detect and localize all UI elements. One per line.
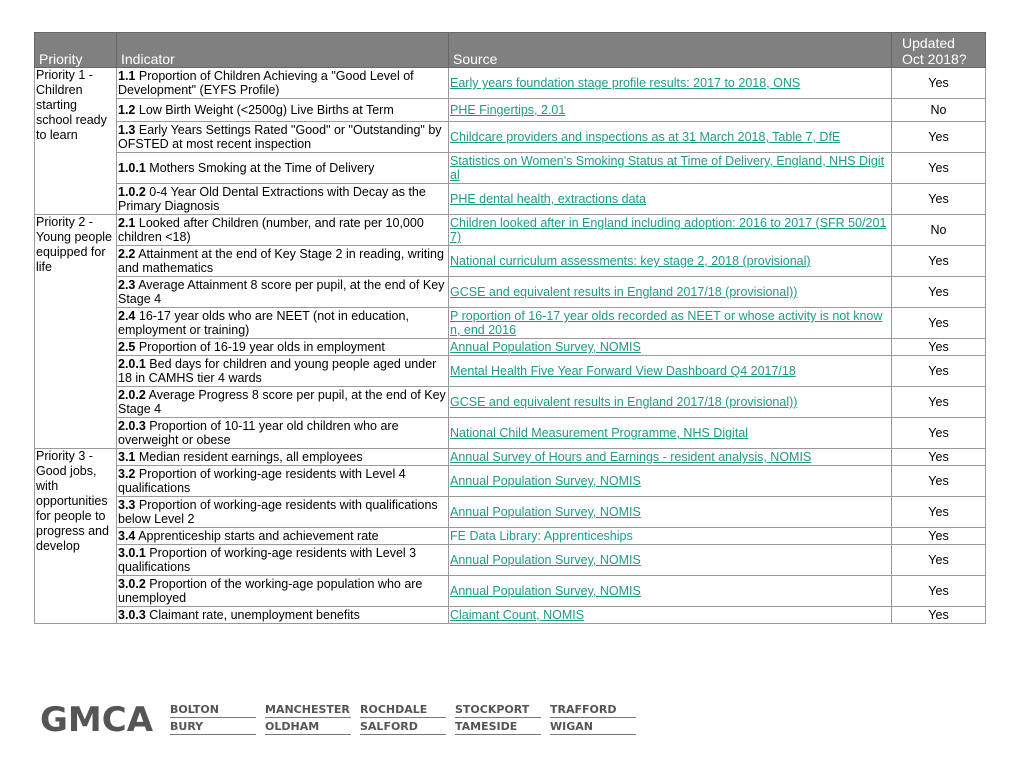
header-updated-line2: Oct 2018?: [902, 51, 967, 67]
indicator-cell: [117, 387, 449, 418]
indicator-text: Low Birth Weight (<2500g) Live Births at Term: [138, 103, 394, 117]
indicator-text: 16-17 year olds who are NEET (not in education, employment or training): [118, 309, 409, 337]
indicator-code: 1.0.1: [118, 161, 146, 175]
indicator-cell: [117, 528, 449, 545]
source-cell: [449, 545, 892, 576]
indicator-cell: [117, 68, 449, 99]
district-bolton: BOLTON: [170, 703, 256, 718]
source-link[interactable]: Annual Population Survey, NOMIS: [450, 505, 641, 519]
priority-cell: Priority 3 - Good jobs, with opportunities for people to progress and develop: [35, 449, 117, 624]
source-link[interactable]: Statistics on Women's Smoking Status at Time of Delivery, England, NHS Digital: [450, 154, 885, 182]
indicators-table: [34, 32, 986, 624]
table-row: [35, 528, 986, 545]
table-row: [35, 339, 986, 356]
table-header-row: [35, 33, 986, 68]
updated-cell: Yes: [892, 153, 986, 184]
source-link[interactable]: Childcare providers and inspections as at 31 March 2018, Table 7, DfE: [450, 130, 841, 144]
updated-cell: No: [892, 215, 986, 246]
header-updated-line1: Updated: [902, 35, 955, 51]
source-cell: [449, 387, 892, 418]
district-oldham: OLDHAM: [265, 720, 351, 735]
indicator-code: 1.0.2: [118, 185, 146, 199]
indicator-text: Average Progress 8 score per pupil, at the end of Key Stage 4: [118, 388, 446, 416]
table-row: [35, 356, 986, 387]
indicator-cell: [117, 153, 449, 184]
indicator-cell: [117, 339, 449, 356]
table-row: [35, 68, 986, 99]
source-cell: [449, 449, 892, 466]
source-cell: [449, 308, 892, 339]
indicator-code: 1.1: [118, 69, 136, 83]
indicator-cell: [117, 545, 449, 576]
source-link[interactable]: Annual Population Survey, NOMIS: [450, 584, 641, 598]
gmca-logo: GMCA: [40, 700, 154, 740]
table-row: [35, 545, 986, 576]
source-cell: [449, 528, 892, 545]
updated-cell: Yes: [892, 528, 986, 545]
source-link[interactable]: Mental Health Five Year Forward View Dashboard Q4 2017/18: [450, 364, 796, 378]
table-row: [35, 277, 986, 308]
header-updated: [892, 33, 986, 68]
table-row: [35, 184, 986, 215]
indicator-cell: [117, 215, 449, 246]
indicator-cell: [117, 277, 449, 308]
indicator-text: Proportion of working-age residents with qualifications below Level 2: [118, 498, 438, 526]
indicator-cell: [117, 184, 449, 215]
source-cell: [449, 68, 892, 99]
source-cell: [449, 607, 892, 624]
indicator-code: 1.2: [118, 103, 136, 117]
district-salford: SALFORD: [360, 720, 446, 735]
table-row: [35, 246, 986, 277]
source-link[interactable]: P roportion of 16-17 year olds recorded as NEET or whose activity is not known, end 2016: [450, 309, 883, 337]
updated-cell: Yes: [892, 184, 986, 215]
updated-cell: Yes: [892, 607, 986, 624]
indicator-code: 3.1: [118, 450, 136, 464]
indicator-code: 3.2: [118, 467, 136, 481]
priority-cell: Priority 1 - Children starting school ready to learn: [35, 68, 117, 215]
updated-cell: No: [892, 99, 986, 122]
indicator-text: Proportion of Children Achieving a "Good Level of Development" (EYFS Profile): [118, 69, 414, 97]
indicator-cell: [117, 607, 449, 624]
indicator-code: 2.4: [118, 309, 136, 323]
indicator-cell: [117, 356, 449, 387]
footer: [40, 700, 660, 740]
source-cell: [449, 184, 892, 215]
indicator-cell: [117, 308, 449, 339]
source-cell: [449, 576, 892, 607]
district-manchester: MANCHESTER: [265, 703, 350, 716]
indicator-code: 2.0.1: [118, 357, 146, 371]
table-row: [35, 466, 986, 497]
indicator-code: 3.0.2: [118, 577, 146, 591]
indicator-code: 1.3: [118, 123, 136, 137]
updated-cell: Yes: [892, 68, 986, 99]
district-stockport: STOCKPORT: [455, 703, 541, 718]
indicator-text: Claimant rate, unemployment benefits: [149, 608, 360, 622]
source-link[interactable]: Children looked after in England including adoption: 2016 to 2017 (SFR 50/2017): [450, 216, 887, 244]
header-source: Source: [449, 33, 892, 68]
indicator-text: Proportion of working-age residents with Level 4 qualifications: [118, 467, 406, 495]
source-cell: [449, 215, 892, 246]
table-row: [35, 153, 986, 184]
indicator-text: Bed days for children and young people aged under 18 in CAMHS tier 4 wards: [118, 357, 437, 385]
indicator-cell: [117, 122, 449, 153]
updated-cell: Yes: [892, 122, 986, 153]
indicator-text: Average Attainment 8 score per pupil, at the end of Key Stage 4: [118, 278, 445, 306]
indicator-text: 0-4 Year Old Dental Extractions with Decay as the Primary Diagnosis: [118, 185, 426, 213]
source-link[interactable]: Annual Population Survey, NOMIS: [450, 553, 641, 567]
header-indicator: Indicator: [117, 33, 449, 68]
indicators-table-container: [34, 32, 985, 624]
updated-cell: Yes: [892, 246, 986, 277]
indicator-code: 3.3: [118, 498, 136, 512]
indicator-code: 2.1: [118, 216, 136, 230]
source-cell: [449, 497, 892, 528]
updated-cell: Yes: [892, 308, 986, 339]
indicator-text: Proportion of the working-age population who are unemployed: [118, 577, 423, 605]
indicator-cell: [117, 99, 449, 122]
indicator-code: 3.0.3: [118, 608, 146, 622]
indicator-text: Early Years Settings Rated "Good" or "Outstanding" by OFSTED at most recent inspection: [118, 123, 442, 151]
indicator-cell: [117, 246, 449, 277]
source-cell: [449, 246, 892, 277]
source-cell: [449, 356, 892, 387]
table-row: [35, 215, 986, 246]
source-link[interactable]: National curriculum assessments: key stage 2, 2018 (provisional): [450, 254, 811, 268]
header-priority: Priority: [35, 33, 117, 68]
source-cell: [449, 99, 892, 122]
source-cell: [449, 418, 892, 449]
source-link[interactable]: PHE dental health, extractions data: [450, 192, 646, 206]
indicator-code: 2.5: [118, 340, 136, 354]
updated-cell: Yes: [892, 339, 986, 356]
indicator-cell: [117, 576, 449, 607]
source-link[interactable]: GCSE and equivalent results in England 2017/18 (provisional)): [450, 395, 798, 409]
updated-cell: Yes: [892, 545, 986, 576]
table-row: [35, 497, 986, 528]
source-link[interactable]: National Child Measurement Programme, NHS Digital: [450, 426, 749, 440]
source-link[interactable]: Claimant Count, NOMIS: [450, 608, 585, 622]
updated-cell: Yes: [892, 449, 986, 466]
indicator-cell: [117, 418, 449, 449]
table-row: [35, 122, 986, 153]
district-tameside: TAMESIDE: [455, 720, 541, 735]
source-link[interactable]: Annual Population Survey, NOMIS: [450, 474, 641, 488]
source-link[interactable]: Annual Survey of Hours and Earnings - resident analysis, NOMIS: [450, 450, 812, 464]
table-row: [35, 607, 986, 624]
table-row: [35, 99, 986, 122]
source-cell: [449, 153, 892, 184]
table-row: [35, 449, 986, 466]
source-link[interactable]: Early years foundation stage profile results: 2017 to 2018, ONS: [450, 76, 801, 90]
district-rochdale: ROCHDALE: [360, 703, 446, 718]
indicator-code: 3.0.1: [118, 546, 146, 560]
indicator-cell: [117, 497, 449, 528]
priority-cell: Priority 2 - Young people equipped for life: [35, 215, 117, 449]
source-cell: [449, 277, 892, 308]
district-trafford: TRAFFORD: [550, 703, 636, 718]
district-wigan: WIGAN: [550, 720, 636, 735]
indicator-text: Attainment at the end of Key Stage 2 in reading, writing and mathematics: [118, 247, 444, 275]
table-row: [35, 387, 986, 418]
table-row: [35, 418, 986, 449]
indicator-text: Proportion of 10-11 year old children who are overweight or obese: [118, 419, 399, 447]
indicator-cell: [117, 466, 449, 497]
table-row: [35, 308, 986, 339]
indicator-text: Median resident earnings, all employees: [138, 450, 363, 464]
source-link[interactable]: PHE Fingertips, 2.01: [450, 103, 566, 117]
source-cell: [449, 466, 892, 497]
indicator-code: 3.4: [118, 529, 136, 543]
indicator-cell: [117, 449, 449, 466]
updated-cell: Yes: [892, 497, 986, 528]
updated-cell: Yes: [892, 466, 986, 497]
district-bury: BURY: [170, 720, 256, 735]
indicator-code: 2.0.3: [118, 419, 146, 433]
indicator-code: 2.0.2: [118, 388, 146, 402]
indicator-text: Apprenticeship starts and achievement rate: [138, 529, 379, 543]
updated-cell: Yes: [892, 418, 986, 449]
source-link[interactable]: GCSE and equivalent results in England 2017/18 (provisional)): [450, 285, 798, 299]
source-link[interactable]: FE Data Library: Apprenticeships: [450, 529, 633, 543]
indicator-code: 2.3: [118, 278, 136, 292]
source-cell: [449, 122, 892, 153]
source-link[interactable]: Annual Population Survey, NOMIS: [450, 340, 641, 354]
indicator-text: Looked after Children (number, and rate per 10,000 children <18): [118, 216, 424, 244]
indicator-code: 2.2: [118, 247, 136, 261]
updated-cell: Yes: [892, 387, 986, 418]
updated-cell: Yes: [892, 356, 986, 387]
updated-cell: Yes: [892, 277, 986, 308]
table-row: [35, 576, 986, 607]
source-cell: [449, 339, 892, 356]
indicator-text: Proportion of 16-19 year olds in employment: [138, 340, 385, 354]
indicator-text: Proportion of working-age residents with Level 3 qualifications: [118, 546, 417, 574]
indicator-text: Mothers Smoking at the Time of Delivery: [149, 161, 375, 175]
updated-cell: Yes: [892, 576, 986, 607]
